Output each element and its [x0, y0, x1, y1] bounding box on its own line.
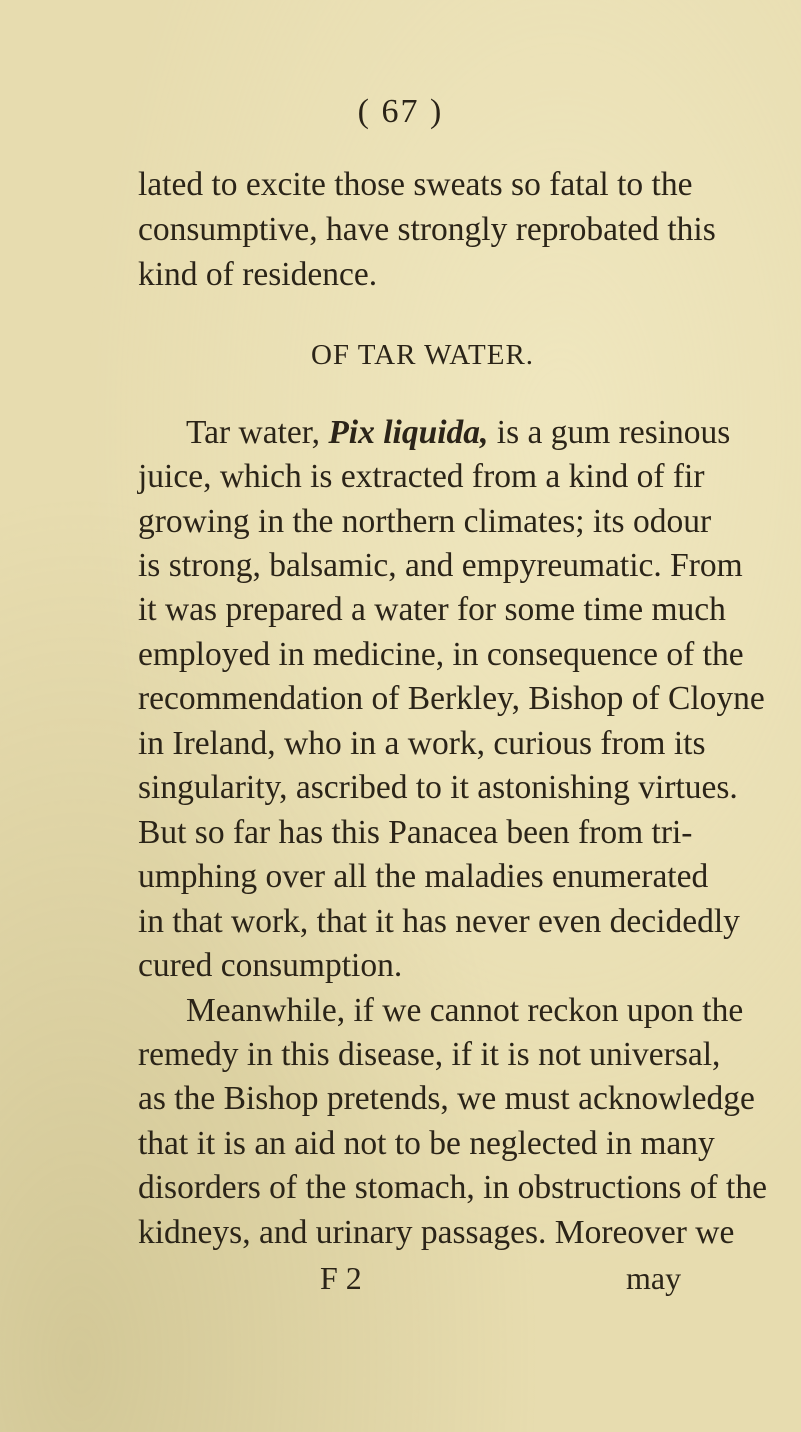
text-line: disorders of the stomach, in obstructions of the	[138, 1169, 767, 1206]
text-line: in Ireland, who in a work, curious from its	[138, 725, 706, 762]
section-heading: OF TAR WATER.	[310, 339, 535, 371]
text-line: employed in medicine, in consequence of the	[138, 636, 744, 673]
text-line: in that work, that it has never even decidedly	[138, 903, 740, 940]
text-line: it was prepared a water for some time much	[138, 591, 726, 628]
text-line: as the Bishop pretends, we must acknowledge	[138, 1080, 755, 1117]
text-line: singularity, ascribed to it astonishing virtues.	[138, 769, 738, 806]
text-line: recommendation of Berkley, Bishop of Cloyne	[138, 680, 765, 717]
text-line: remedy in this disease, if it is not universal,	[138, 1036, 721, 1073]
text-line: is strong, balsamic, and empyreumatic. From	[138, 547, 743, 584]
text-run: is a gum resinous	[488, 414, 731, 451]
text-line: that it is an aid not to be neglected in many	[138, 1125, 715, 1162]
text-line: umphing over all the maladies enumerated	[138, 858, 709, 895]
text-run: Tar water,	[186, 414, 329, 451]
signature-mark: F 2	[320, 1260, 362, 1296]
text-line: growing in the northern climates; its odour	[138, 503, 712, 540]
page-number: ( 67 )	[357, 93, 444, 130]
text-line: juice, which is extracted from a kind of fir	[138, 458, 705, 495]
text-line: consumptive, have strongly reprobated this	[138, 211, 716, 248]
text-line: kind of residence.	[138, 256, 378, 293]
text-line: cured consumption.	[138, 947, 403, 984]
text-line: But so far has this Panacea been from tri-	[138, 814, 693, 851]
text-line: kidneys, and urinary passages. Moreover we	[138, 1214, 735, 1251]
text-line: lated to excite those sweats so fatal to the	[138, 166, 693, 203]
catchword: may	[626, 1260, 682, 1296]
latin-term: Pix liquida,	[328, 414, 489, 451]
text-line: Meanwhile, if we cannot reckon upon the	[186, 992, 744, 1029]
